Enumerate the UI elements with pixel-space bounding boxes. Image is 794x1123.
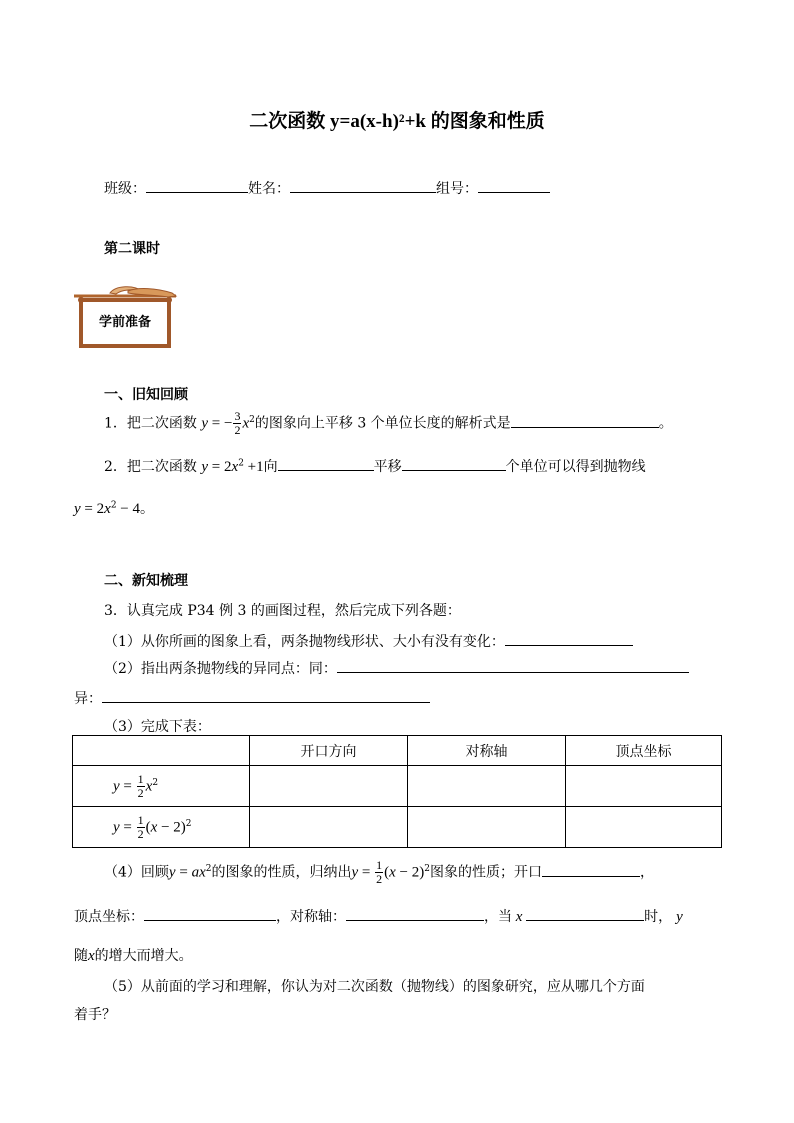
q3-4-b: 的图象的性质，归纳出 [211, 864, 352, 881]
table-cell[interactable] [408, 807, 566, 848]
q3-2-diff-field[interactable] [102, 688, 430, 703]
class-label: 班级： [104, 181, 146, 197]
q3-4-vertex-field[interactable] [144, 906, 276, 921]
table-cell[interactable] [250, 807, 408, 848]
question-1: 1．把二次函数 y = − $\frac{3}{2}$ $x^2$的图象向上平移 3 个单位长度的解析式是 。 [104, 409, 673, 437]
question-3-4-line2: 顶点坐标： ，对称轴： ，当 x 时， y [74, 906, 683, 926]
fraction: $\frac{3}{2}$ [234, 409, 241, 437]
section1-heading: 一、旧知回顾 [104, 387, 188, 403]
q2-tail: 个单位可以得到抛物线 [505, 459, 646, 475]
question-3-4: （4）回顾$y = ax^2$的图象的性质，归纳出y = $\frac{1}{2}$ $(x - 2)^2$图象的性质；开口 ， [104, 858, 654, 886]
q3-2-diff-label: 异： [74, 691, 102, 707]
q2-units-field[interactable] [402, 456, 506, 471]
q3-2-text: （2）指出两条抛物线的异同点：同： [104, 661, 337, 677]
question-3-2-diff [74, 688, 430, 708]
table-row-label: y = $\frac{1}{2}$ $x^2$ [73, 766, 250, 807]
q3-4-a: （4）回顾 [104, 864, 169, 881]
q3-4-time: 时， [644, 909, 673, 925]
q2-direction-field[interactable] [278, 456, 374, 471]
question-3-3: （3）完成下表： [104, 719, 211, 735]
name-field[interactable] [290, 178, 436, 193]
question-3-1 [104, 631, 633, 651]
q3-4-c: 图象的性质；开口 [429, 864, 542, 881]
question-3: 3．认真完成 P34 例 3 的画图过程，然后完成下列各题： [104, 603, 461, 619]
section2-heading: 二、新知梳理 [104, 573, 188, 589]
table-cell[interactable] [250, 766, 408, 807]
table-header-row [73, 736, 722, 766]
question-3-4-line3: 随x的增大而增大。 [74, 948, 193, 964]
table-row [73, 766, 722, 807]
question-3-2 [104, 658, 689, 678]
table-cell[interactable] [408, 766, 566, 807]
q3-4-range-field[interactable] [526, 906, 644, 921]
q3-1-text: （1）从你所画的图象上看，两条抛物线形状、大小有没有变化： [104, 634, 505, 650]
lesson-label: 第二课时 [104, 241, 160, 257]
question-2-line2: $y = 2x^2 - 4$。 [74, 500, 155, 517]
class-field[interactable] [146, 178, 248, 193]
q3-4-sui: 随 [74, 948, 88, 964]
table-row-label: y = $\frac{1}{2}$ $(x - 2)^2$ [73, 807, 250, 848]
q3-2-same-field[interactable] [337, 658, 689, 673]
question-2: 2．把二次函数 $y = 2x^2 +1$向 平移 个单位可以得到抛物线 [104, 456, 646, 476]
q2-dir: 向 [263, 459, 278, 475]
q3-4-when: ，当 [484, 909, 512, 925]
name-label: 姓名： [248, 181, 290, 197]
q2-prefix: 2．把二次函数 [104, 459, 197, 475]
q1-suffix: 的图象向上平移 3 个单位长度的解析式是 [254, 415, 511, 432]
table-header-cell: 开口方向 [250, 736, 408, 766]
q2-shift: 平移 [373, 459, 402, 475]
group-field[interactable] [478, 178, 550, 193]
q3-1-field[interactable] [505, 631, 633, 646]
question-3-5: （5）从前面的学习和理解，你认为对二次函数（抛物线）的图象研究，应从哪几个方面 [104, 979, 645, 995]
question-3-5-line2: 着手？ [74, 1007, 116, 1023]
table-cell[interactable] [566, 766, 722, 807]
table-header-cell: 对称轴 [408, 736, 566, 766]
q1-prefix: 1．把二次函数 [104, 415, 197, 432]
q2-end: 。 [140, 501, 155, 517]
q3-4-opening-field[interactable] [542, 862, 640, 877]
q3-4-axis-label: ，对称轴： [276, 909, 346, 925]
table-header-cell [73, 736, 250, 766]
page-title: 二次函数 y=a(x-h)²+k 的图象和性质 [249, 111, 545, 132]
q1-formula: y [201, 415, 209, 432]
table-cell[interactable] [566, 807, 722, 848]
info-line [104, 178, 550, 198]
table-header-cell: 顶点坐标 [566, 736, 722, 766]
q3-4-line3: 的增大而增大。 [94, 948, 193, 964]
q1-end: 。 [658, 415, 673, 432]
q3-4-vertex-label: 顶点坐标： [74, 909, 144, 925]
badge-scroll [72, 285, 182, 349]
q3-4-axis-field[interactable] [346, 906, 484, 921]
badge-label: 学前准备 [98, 315, 151, 330]
q1-answer-field[interactable] [511, 413, 659, 428]
table-row [73, 807, 722, 848]
q3-4-d: ， [639, 864, 654, 881]
properties-table [72, 735, 722, 848]
group-label: 组号： [436, 181, 478, 197]
